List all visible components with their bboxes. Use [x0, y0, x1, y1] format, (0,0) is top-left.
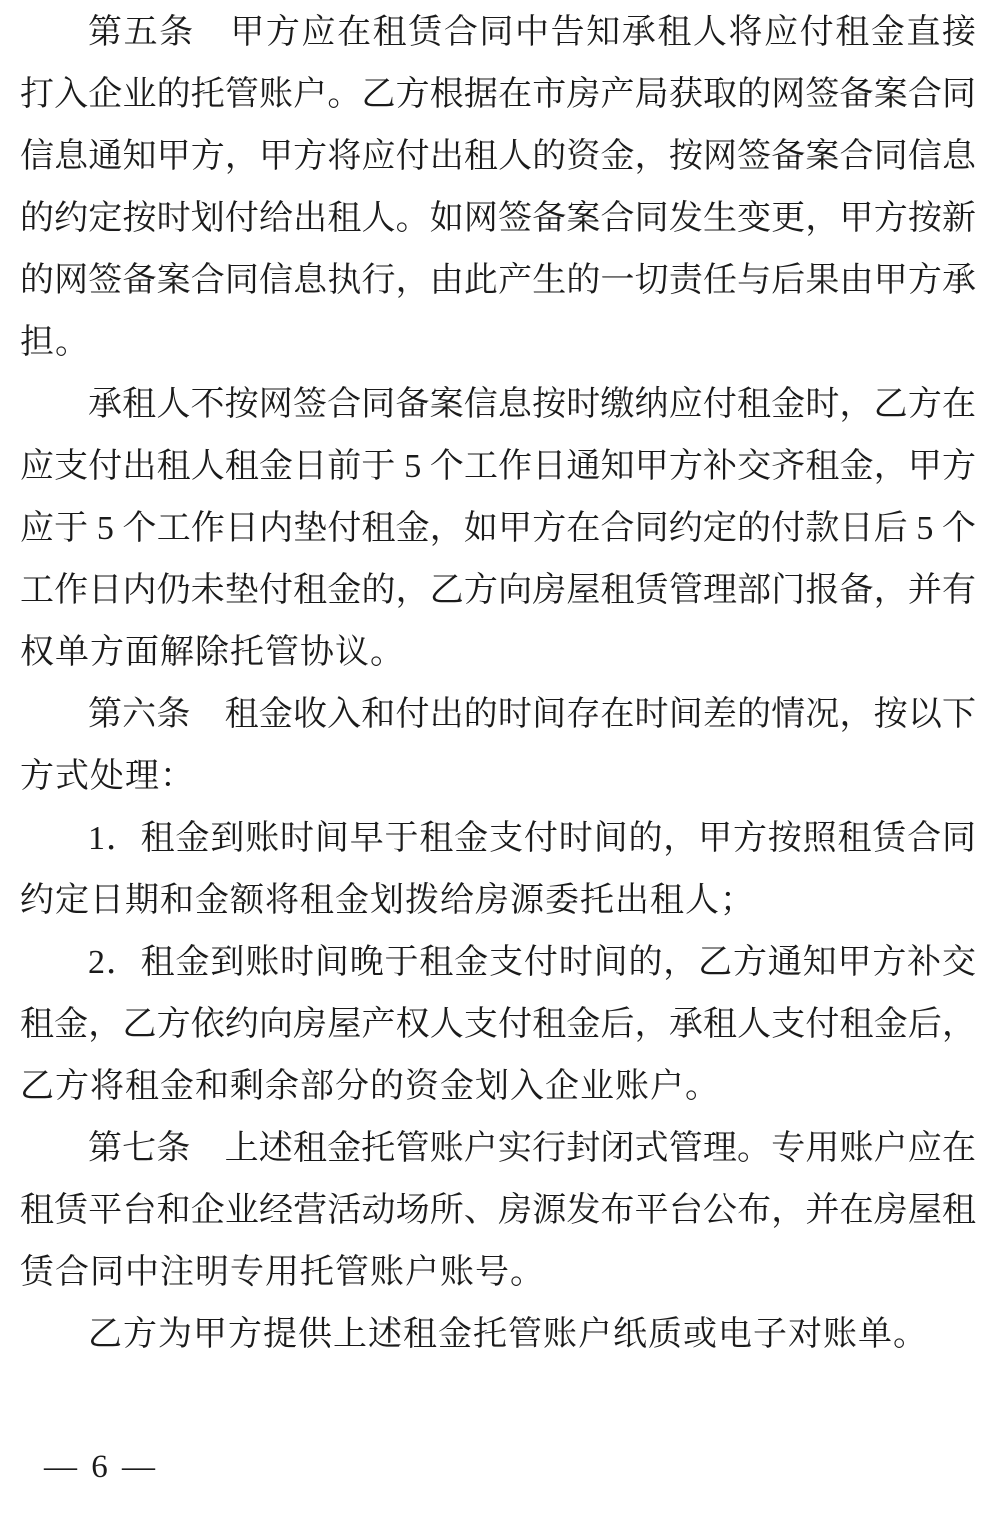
text-line: 第五条 甲方应在租赁合同中告知承租人将应付租金直接 — [88, 14, 976, 51]
text-line: 的约定按时划付给出租人。如网签备案合同发生变更，甲方按新 — [20, 200, 976, 237]
text-line: 的网签备案合同信息执行，由此产生的一切责任与后果由甲方承 — [20, 262, 976, 299]
text-line: 工作日内仍未垫付租金的，乙方向房屋租赁管理部门报备，并有 — [20, 572, 976, 609]
text-line: 租赁平台和企业经营活动场所、房源发布平台公布，并在房屋租 — [20, 1192, 976, 1229]
text-line: 信息通知甲方，甲方将应付出租人的资金，按网签备案合同信息 — [20, 138, 976, 175]
text-line: 约定日期和金额将租金划拨给房源委托出租人； — [20, 882, 755, 919]
text-line: 权单方面解除托管协议。 — [20, 634, 405, 671]
text-line: 应于 5 个工作日内垫付租金，如甲方在合同约定的付款日后 5 个 — [20, 510, 976, 547]
text-line: 承租人不按网签合同备案信息按时缴纳应付租金时，乙方在 — [88, 386, 976, 423]
page-number: — 6 — — [44, 1449, 158, 1485]
text-line: 担。 — [20, 324, 90, 361]
text-line: 打入企业的托管账户。乙方根据在市房产局获取的网签备案合同 — [20, 76, 976, 113]
page-footer — [44, 1447, 158, 1487]
text-line: 1．租金到账时间早于租金支付时间的，甲方按照租赁合同 — [88, 820, 976, 857]
text-line: 应支付出租人租金日前于 5 个工作日通知甲方补交齐租金，甲方 — [20, 448, 976, 485]
text-line: 方式处理： — [20, 758, 195, 795]
text-line: 乙方为甲方提供上述租金托管账户纸质或电子对账单。 — [88, 1316, 928, 1353]
text-line: 2．租金到账时间晚于租金支付时间的，乙方通知甲方补交 — [88, 944, 976, 981]
text-line: 赁合同中注明专用托管账户账号。 — [20, 1254, 545, 1291]
contract-body-text — [20, 2, 976, 1366]
text-line: 第六条 租金收入和付出的时间存在时间差的情况，按以下 — [88, 696, 976, 733]
text-line: 第七条 上述租金托管账户实行封闭式管理。专用账户应在 — [88, 1130, 976, 1167]
text-line: 租金，乙方依约向房屋产权人支付租金后，承租人支付租金后， — [20, 1006, 976, 1043]
text-line: 乙方将租金和剩余部分的资金划入企业账户。 — [20, 1068, 720, 1105]
